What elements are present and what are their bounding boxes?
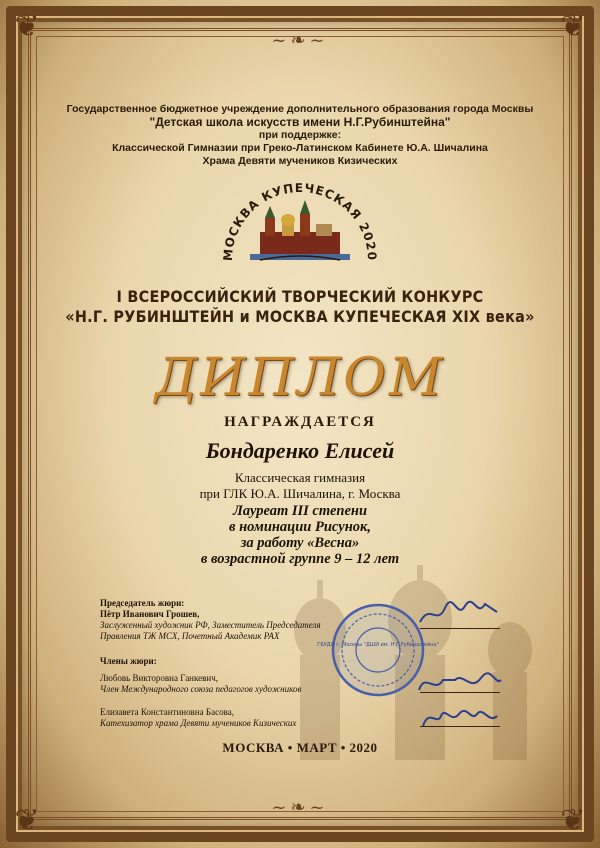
supporter-gymnasium: Классической Гимназии при Греко-Латинском Кабинете Ю.А. Шичалина — [112, 142, 488, 154]
diploma-title: ДИПЛОМ — [154, 348, 446, 408]
contest-logo — [220, 180, 380, 275]
organization-name: "Детская школа искусств имени Н.Г.Рубинштейна" — [149, 115, 451, 129]
official-stamp — [317, 602, 439, 698]
corner-ornament-icon: ❦ — [560, 9, 586, 44]
jury-member-name: Любовь Викторовна Ганкевич, — [100, 673, 218, 683]
award-work: за работу «Весна» — [240, 535, 360, 551]
organization-line: Государственное бюджетное учреждение дополнительного образования города Москвы — [66, 103, 534, 115]
svg-text:ГБУДО г. Москвы "ДШИ им. Н.Г.Р — [317, 641, 438, 648]
award-details — [0, 503, 600, 567]
contest-title-line1: I ВСЕРОССИЙСКИЙ ТВОРЧЕСКИЙ КОНКУРС — [116, 287, 484, 306]
support-label: при поддержке: — [258, 129, 342, 141]
jury-chair-name: Пётр Иванович Грошев, — [100, 609, 200, 619]
organization-header — [0, 103, 600, 168]
corner-ornament-icon: ❦ — [14, 9, 40, 44]
stamp-text: ГБУДО г. Москвы "ДШИ им. Н.Г.Рубинштейна" — [317, 642, 439, 648]
signature-chair — [415, 598, 505, 628]
awarded-label: НАГРАЖДАЕТСЯ — [224, 414, 376, 430]
recipient-school — [0, 470, 600, 502]
recipient-name: Бондаренко Елисей — [205, 438, 395, 463]
top-flourish-icon: ~❧~ — [271, 30, 329, 51]
jury-member-title: Член Международного союза педагогов художников — [100, 684, 302, 694]
contest-title — [30, 287, 570, 327]
footer-place-date: МОСКВА • МАРТ • 2020 — [222, 740, 378, 755]
logo-text: МОСКВА КУПЕЧЕСКАЯ 2020 — [220, 180, 380, 262]
signature-member1 — [415, 668, 505, 698]
signature-line — [420, 692, 500, 693]
jury-member-title: Катехизатор храма Девяти мучеников Кизических — [100, 718, 297, 728]
school-line1: Классическая гимназия — [234, 470, 366, 485]
signature-member2 — [415, 702, 505, 732]
jury-member-name: Елизавета Константиновна Басова, — [100, 707, 234, 717]
contest-title-line2: «Н.Г. РУБИНШТЕЙН и МОСКВА КУПЕЧЕСКАЯ XIX века» — [65, 307, 535, 326]
award-age-group: в возрастной группе 9 – 12 лет — [200, 551, 400, 567]
corner-ornament-icon: ❦ — [560, 803, 586, 838]
supporter-church: Храма Девяти мучеников Кизических — [202, 155, 398, 167]
kremlin-icon — [250, 200, 350, 260]
award-degree: Лауреат III степени — [232, 503, 368, 519]
corner-ornament-icon: ❦ — [14, 803, 40, 838]
jury-chair-title: Правления ТЖ МСХ, Почетный Академик РАХ — [100, 631, 280, 641]
signature-line — [420, 726, 500, 727]
award-nomination: в номинации Рисунок, — [229, 519, 371, 535]
jury-chair-title: Заслуженный художник РФ, Заместитель Председателя — [100, 620, 321, 630]
school-line2: при ГЛК Ю.А. Шичалина, г. Москва — [199, 486, 401, 501]
signature-line — [420, 628, 500, 629]
bottom-flourish-icon: ~❧~ — [271, 797, 329, 818]
jury-chair-label: Председатель жюри: — [100, 598, 185, 608]
jury-members-label: Члены жюри: — [100, 656, 157, 666]
